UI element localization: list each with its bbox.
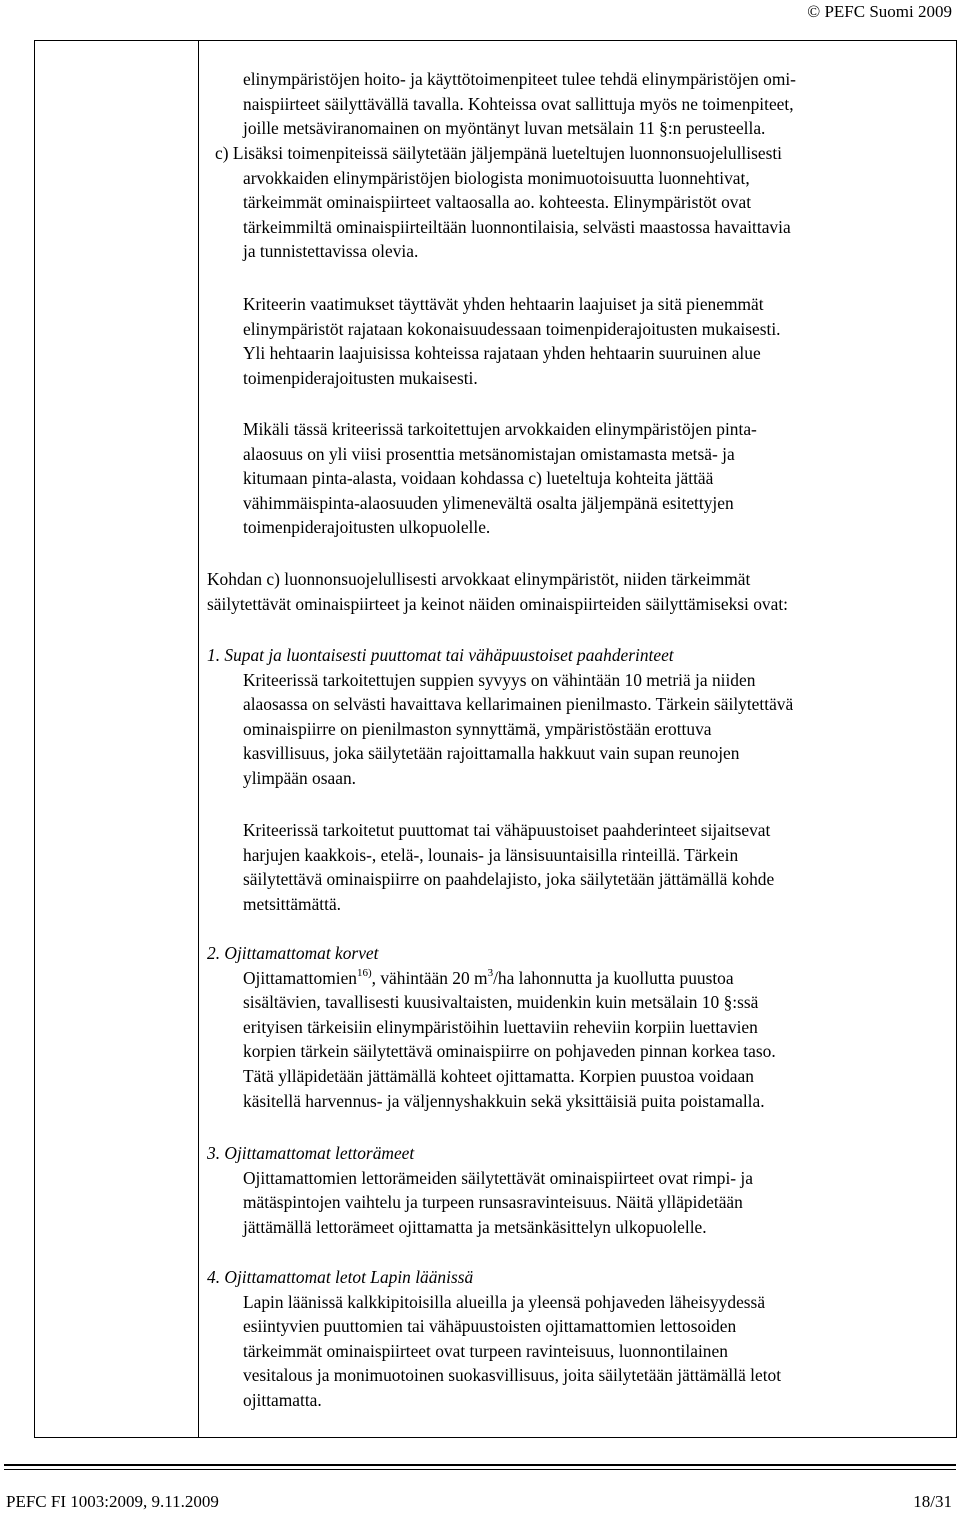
table-column-divider (198, 40, 199, 1438)
text-line: elinympäristöjen hoito- ja käyttötoimenpiteet tulee tehdä elinympäristöjen omi- (243, 69, 796, 89)
text-line: joille metsäviranomainen on myöntänyt luvan metsälain 11 §:n perusteella. (243, 118, 766, 139)
text-line: alaosuus on yli viisi prosenttia metsänomistajan omistamasta metsä- ja (243, 443, 735, 464)
text-line: harjujen kaakkois-, etelä-, lounais- ja länsisuuntaisilla rinteillä. Tärkein (243, 844, 739, 865)
text-line: korpien tärkein säilytettävä ominaispiirre on pohjaveden pinnan korkea taso. (243, 1041, 776, 1062)
text-line: ylimpään osaan. (243, 767, 357, 788)
unit-superscript: 3 (487, 966, 494, 979)
footer-rule (4, 1464, 956, 1466)
text-line: tärkeimmiltä ominaispiirteiltään luonnontilaisia, selvästi maastossa havaittavia (243, 216, 791, 237)
item-3-lettorameet (207, 1141, 753, 1237)
kohdan-paragraph (207, 567, 788, 616)
footer-rule-thin (4, 1469, 956, 1470)
text-line: metsittämättä. (243, 893, 342, 914)
text-line: käsitellä harvennus- ja väljennyshakkuin sekä yksittäisiä puita poistamalla. (243, 1090, 765, 1111)
text-line: naispiirteet säilyttävällä tavalla. Kohteissa ovat sallittuja myös ne toimenpiteet, (243, 93, 794, 114)
copyright-header: © PEFC Suomi 2009 (807, 2, 952, 21)
text-line: ja tunnistettavissa olevia. (243, 241, 419, 262)
text-line: säilytettävä ominaispiirre on paahdelajisto, joka säilytetään jättämällä kohde (243, 869, 775, 890)
text-line: arvokkaiden elinympäristöjen biologista monimuotoisuutta luonnehtivat, (243, 167, 750, 188)
item-3-title: 3. Ojittamattomat lettorämeet (207, 1143, 415, 1163)
text-line: Tätä ylläpidetään jättämällä kohteet ojittamatta. Korpien puustoa voidaan (243, 1065, 754, 1086)
text-line: alaosassa on selvästi havaittava kellarimainen pienilmasto. Tärkein säilytettävä (243, 694, 794, 715)
text-line: Mikäli tässä kriteerissä tarkoitettujen arvokkaiden elinympäristöjen pinta- (243, 419, 757, 439)
text-line: Ojittamattomien lettorämeiden säilytettävät ominaispiirteet ovat rimpi- ja (243, 1167, 753, 1188)
text-line: esiintyvien puuttomien tai vähäpuustoisten ojittamattomien lettosoiden (243, 1316, 737, 1337)
footer-page-number: 18/31 (913, 1492, 952, 1511)
item-2-title: 2. Ojittamattomat korvet (207, 943, 379, 963)
footnote-ref: 16) (356, 966, 372, 979)
text-line: mätäspintojen vaihtelu ja turpeen runsasravinteisuus. Näitä ylläpidetään (243, 1192, 743, 1213)
text-line: tärkeimmät ominaispiirteet valtaosalla ao. kohteesta. Elinympäristöt ovat (243, 192, 752, 213)
text-line: tärkeimmät ominaispiirteet ovat turpeen ravinteisuus, luonnontilainen (243, 1340, 728, 1361)
text-line: kitumaan pinta-alasta, voidaan kohdassa c) lueteltuja kohteita jättää (243, 468, 714, 489)
item-2-korvet (207, 941, 776, 1111)
item-1-title: 1. Supat ja luontaisesti puuttomat tai vähäpuustoiset paahderinteet (207, 645, 674, 665)
item-1-supat (207, 643, 794, 914)
text-line: erityisen tärkeisiin elinympäristöihin luettaviin reheviin korpiin luettavien (243, 1016, 758, 1037)
text-line: toimenpiderajoitusten mukaisesti. (243, 367, 478, 388)
text-line: Kohdan c) luonnonsuojelullisesti arvokkaat elinympäristöt, niiden tärkeimmät (207, 569, 751, 589)
item-4-title: 4. Ojittamattomat letot Lapin läänissä (207, 1267, 474, 1287)
text-line: Kriteerin vaatimukset täyttävät yhden hehtaarin laajuiset ja sitä pienemmät (243, 294, 764, 314)
text-line: c) Lisäksi toimenpiteissä säilytetään jäljempänä lueteltujen luonnonsuojelullisesti (215, 143, 782, 163)
item-4-letot (207, 1265, 782, 1410)
text-line: vesitalous ja monimuotoinen suokasvillisuus, joita säilytetään jättämällä letot (243, 1365, 782, 1386)
text-line: Ojittamattomien$^{16)}$, vähintään 20 $m^3/ha$ lahonnutta ja kuollutta puustoa (243, 966, 734, 988)
text-line: säilytettävät ominaispiirteet ja keinot näiden ominaispiirteiden säilyttämiseksi ovat: (207, 593, 788, 614)
text-line: sisältävien, tavallisesti kuusivaltaisten, muidenkin kuin metsälain 10 §:ssä (243, 992, 759, 1013)
footer-doc-id: PEFC FI 1003:2009, 9.11.2009 (6, 1492, 219, 1511)
text-line: Yli hehtaarin laajuisissa kohteissa rajataan yhden hehtaarin suuruinen alue (243, 343, 761, 364)
text-line: jättämällä lettorämeet ojittamatta ja metsänkäsittelyn ulkopuolelle. (243, 1216, 707, 1237)
text-line: Kriteerissä tarkoitetut puuttomat tai vähäpuustoiset paahderinteet sijaitsevat (243, 820, 771, 840)
text-line: ojittamatta. (243, 1389, 322, 1410)
text-line: kasvillisuus, joka säilytetään rajoittamalla hakkuut vain supan reunojen (243, 743, 740, 764)
text-line: vähimmäispinta-alaosuuden ylimenevältä osalta jäljempänä esitettyjen (243, 492, 734, 513)
text-line: Kriteerissä tarkoitettujen suppien syvyys on vähintään 10 metriä ja niiden (243, 669, 756, 690)
text-line: elinympäristöt rajataan kokonaisuudessaan toimenpiderajoitusten mukaisesti. (243, 318, 781, 339)
text-line: Lapin läänissä kalkkipitoisilla alueilla ja yleensä pohjaveden läheisyydessä (243, 1291, 766, 1312)
text-line: ominaispiirre on pienilmaston synnyttämä, ympäristöstään erottuva (243, 718, 712, 739)
text-line: toimenpiderajoitusten ulkopuolelle. (243, 517, 491, 538)
